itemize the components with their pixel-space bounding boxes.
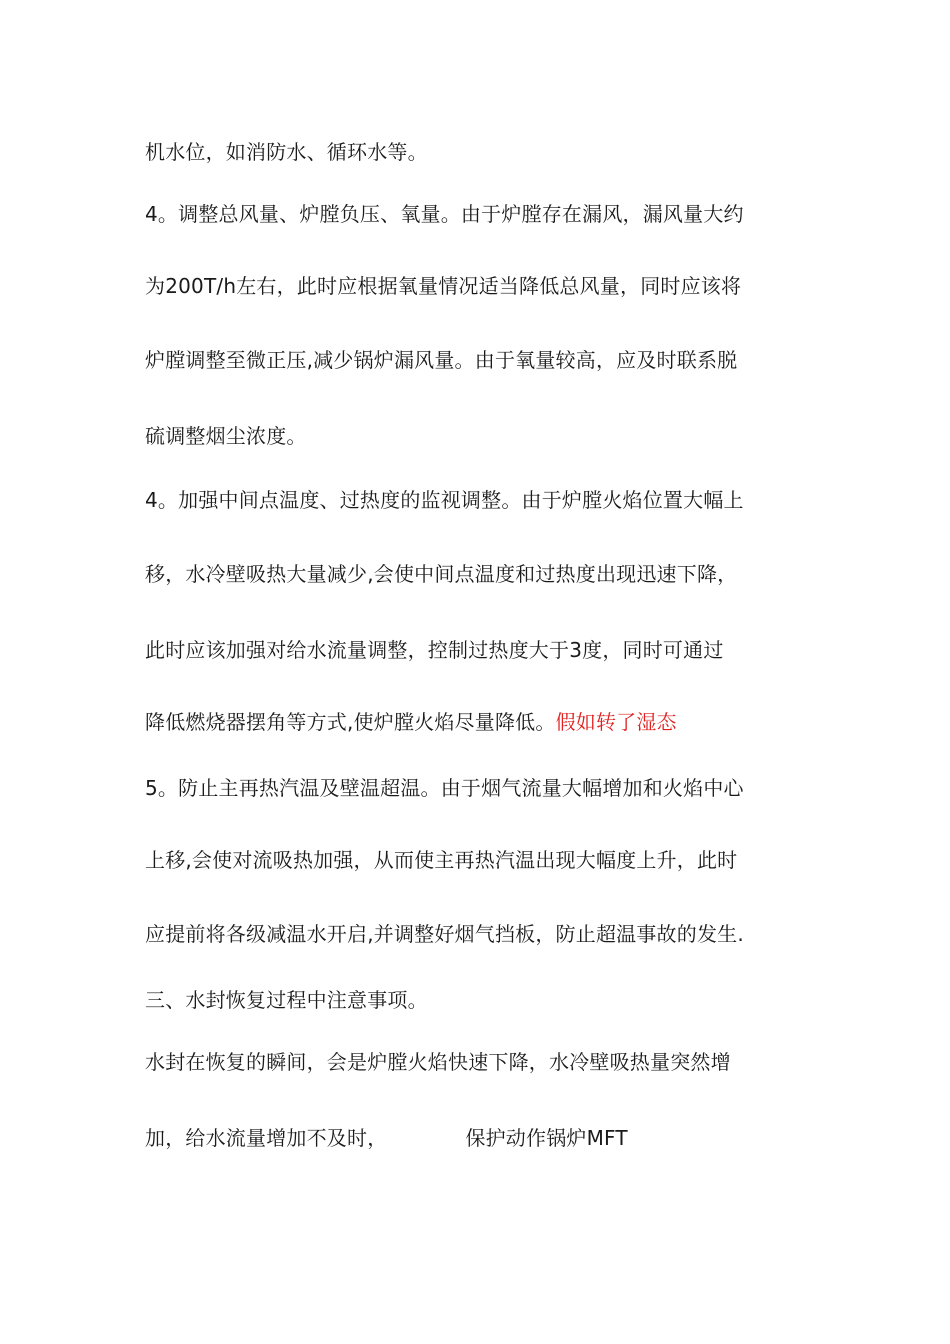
text-line-11: 上移,会使对流吸热加强，从而使主再热汽温出现大幅度上升，此时 <box>145 848 738 872</box>
text-line-9 <box>145 708 677 736</box>
text-line-15 <box>145 1124 628 1152</box>
text-line-9-main: 降低燃烧器摆角等方式,使炉膛火焰尽量降低。 <box>145 710 556 734</box>
text-line-12: 应提前将各级减温水开启,并调整好烟气挡板，防止超温事故的发生. <box>145 922 744 946</box>
text-line-6: 4。加强中间点温度、过热度的监视调整。由于炉膛火焰位置大幅上 <box>145 488 744 512</box>
text-line-5: 硫调整烟尘浓度。 <box>145 424 307 448</box>
text-line-7: 移，水冷壁吸热大量减少,会使中间点温度和过热度出现迅速下降， <box>145 562 738 586</box>
text-line-3: 为200T/h左右，此时应根据氧量情况适当降低总风量，同时应该将 <box>145 274 742 298</box>
section-heading: 三、水封恢复过程中注意事项。 <box>145 988 428 1012</box>
red-note: 假如转了湿态 <box>555 710 677 734</box>
text-line-4: 炉膛调整至微正压,减少锅炉漏风量。由于氧量较高，应及时联系脱 <box>145 348 738 372</box>
text-line-15-main: 加，给水流量增加不及时， <box>145 1126 388 1150</box>
text-line-2: 4。调整总风量、炉膛负压、氧量。由于炉膛存在漏风，漏风量大约 <box>145 202 744 226</box>
text-line-1: 机水位，如消防水、循环水等。 <box>145 140 428 164</box>
text-line-10: 5。防止主再热汽温及壁温超温。由于烟气流量大幅增加和火焰中心 <box>145 776 744 800</box>
text-line-14: 水封在恢复的瞬间，会是炉膛火焰快速下降，水冷壁吸热量突然增 <box>145 1050 731 1074</box>
text-line-8: 此时应该加强对给水流量调整，控制过热度大于3度，同时可通过 <box>145 638 724 662</box>
text-line-15-tail: 保护动作锅炉MFT <box>465 1126 628 1150</box>
